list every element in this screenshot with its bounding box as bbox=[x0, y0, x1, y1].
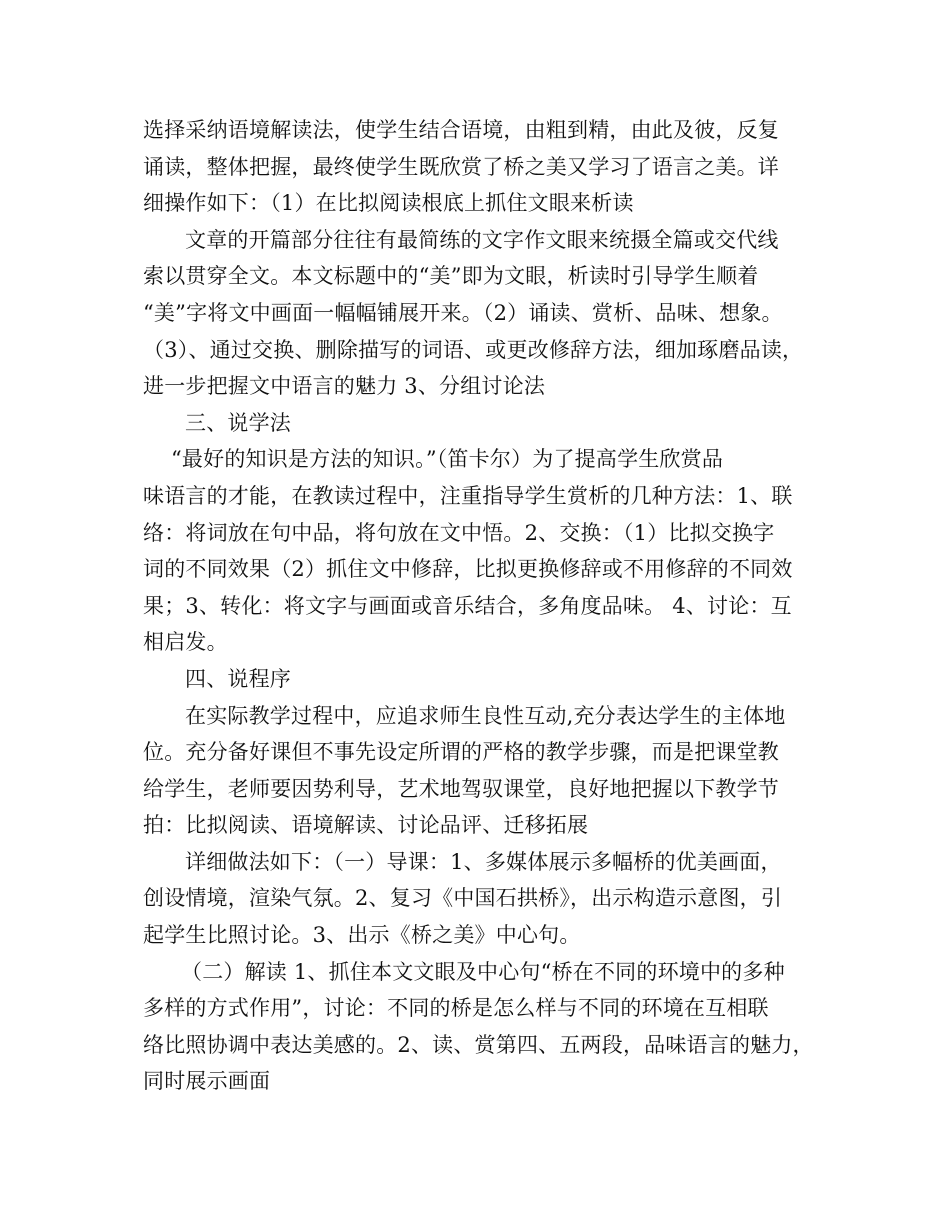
text-line: 选择采纳语境解读法，使学生结合语境，由粗到精，由此及彼，反复 bbox=[143, 118, 779, 142]
text-line: 络：将词放在句中品，将句放在文中悟。2、交换：（1）比拟交换字 bbox=[143, 520, 775, 545]
paragraph-start: 详细做法如下：（一）导课：1、多媒体展示多幅桥的优美画面， bbox=[185, 849, 782, 874]
text-line: 索以贯穿全文。本文标题中的“美”即为文眼，析读时引导学生顺着 bbox=[143, 264, 759, 289]
text-line: 果；3、转化：将文字与画面或音乐结合，多角度品味。 4、讨论：互 bbox=[143, 593, 792, 618]
text-line: 词的不同效果（2）抓住文中修辞，比拟更换修辞或不用修辞的不同效 bbox=[143, 557, 793, 582]
document-body bbox=[143, 112, 823, 1100]
paragraph-start: （二）解读 1、抓住本文文眼及中心句“桥在不同的环境中的多种 bbox=[181, 959, 785, 984]
text-line: 多样的方式作用”，讨论：不同的桥是怎么样与不同的环境在互相联 bbox=[143, 996, 769, 1021]
section-heading: 四、说程序 bbox=[185, 666, 291, 691]
text-line: 味语言的才能，在教读过程中，注重指导学生赏析的几种方法：1、联 bbox=[143, 483, 793, 508]
section-heading: 三、说学法 bbox=[185, 410, 291, 435]
text-line: 络比照协调中表达美感的。2、读、赏第四、五两段，品味语言的魅力， bbox=[143, 1032, 814, 1057]
text-line: 创设情境，渲染气氛。2、复习《中国石拱桥》，出示构造示意图，引 bbox=[143, 886, 783, 911]
text-line: 起学生比照讨论。3、出示《桥之美》中心句。 bbox=[143, 923, 581, 948]
text-line: 相启发。 bbox=[143, 630, 228, 655]
paragraph-start: 在实际教学过程中，应追求师生良性互动,充分表达学生的主体地 bbox=[185, 703, 786, 728]
text-line: 给学生，老师要因势利导，艺术地驾驭课堂，良好地把握以下教学节 bbox=[143, 776, 779, 801]
text-line: 同时展示画面 bbox=[143, 1069, 271, 1094]
paragraph-start: 文章的开篇部分往往有最简练的文字作文眼来统摄全篇或交代线 bbox=[185, 227, 779, 252]
text-line: （3）、通过交换、删除描写的词语、或更改修辞方法，细加琢磨品读， bbox=[143, 337, 804, 362]
text-line: 细操作如下：（1）在比拟阅读根底上抓住文眼来析读 bbox=[143, 191, 634, 216]
text-line: 进一步把握文中语言的魅力 3、分组讨论法 bbox=[143, 374, 546, 399]
text-line: 拍：比拟阅读、语境解读、讨论品评、迁移拓展 bbox=[143, 813, 589, 838]
text-line: 位。充分备好课但不事先设定所谓的严格的教学步骤，而是把课堂教 bbox=[143, 740, 779, 765]
text-line: “美”字将文中画面一幅幅铺展开来。（2）诵读、赏析、品味、想象。 bbox=[143, 300, 783, 325]
text-line: 诵读，整体把握，最终使学生既欣赏了桥之美又学习了语言之美。详 bbox=[143, 154, 779, 179]
paragraph-start: “最好的知识是方法的知识。”（笛卡尔）为了提高学生欣赏品 bbox=[171, 447, 724, 472]
